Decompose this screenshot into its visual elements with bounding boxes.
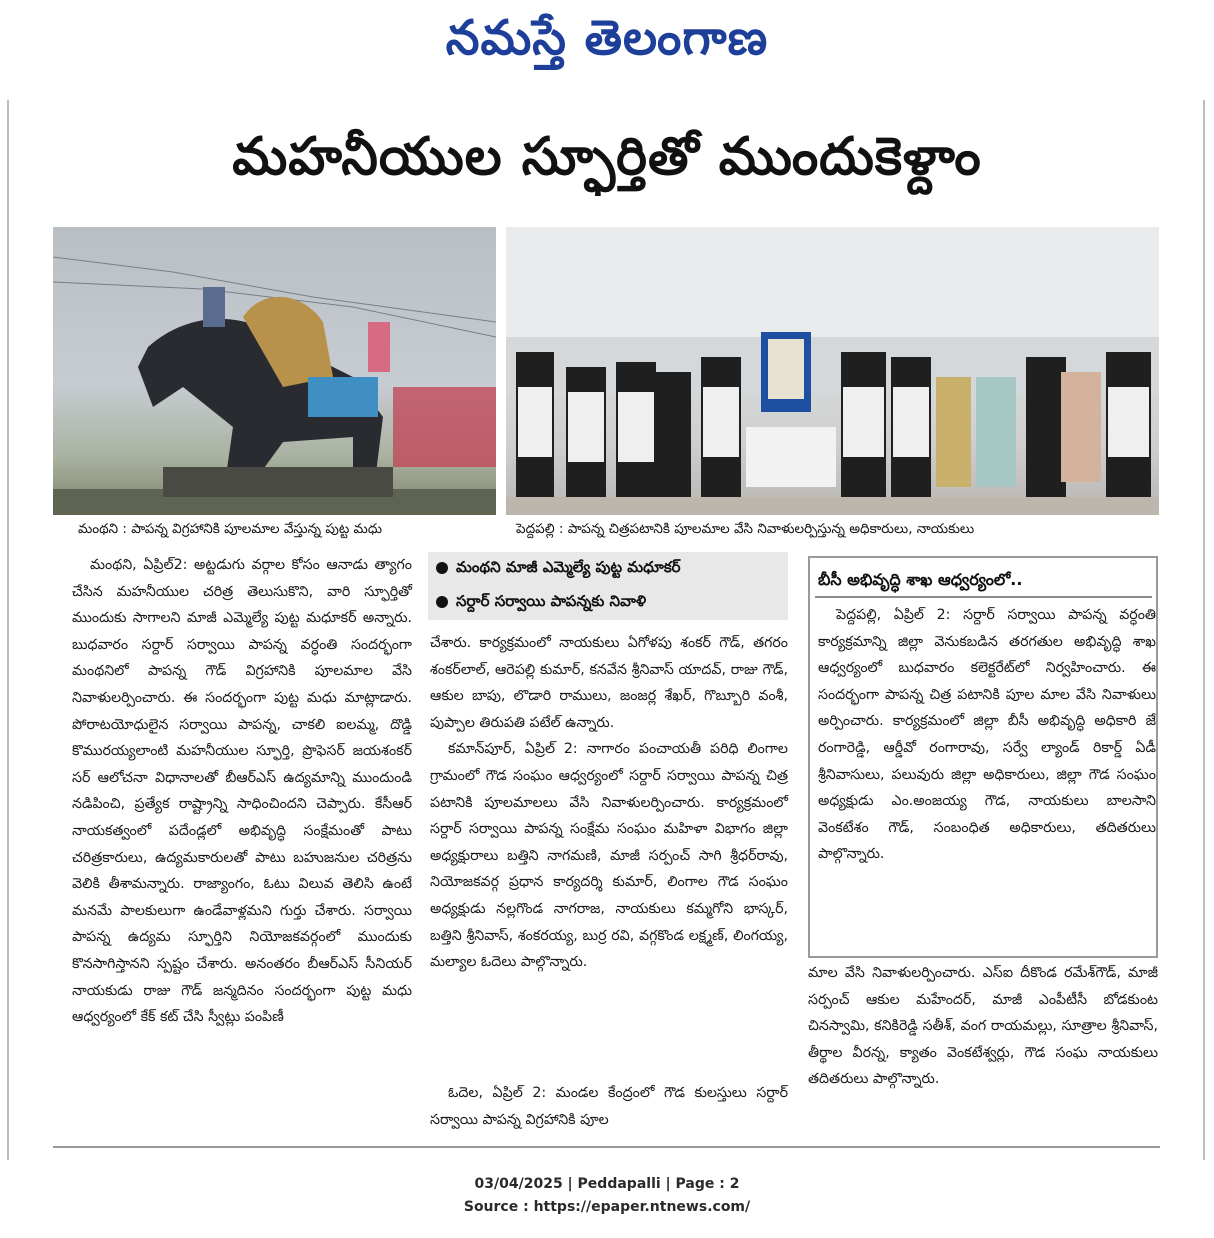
- article-column-2-end: [430, 1080, 788, 1133]
- highlights-box: [428, 552, 788, 620]
- article-paragraph: మాల వేసి నివాళులర్పించారు. ఎస్ఐ దీకొండ రమేశ్‌గౌడ్, మాజీ సర్పంచ్ ఆకుల మహేందర్, మాజీ ఎంపీటీసీ బోడకుంట చినస్వామి, కనికిరెడ్డి సతీశ్, వంగ రాయమల్లు, సూత్రాల శ్రీనివాస్, తీర్థాల వీరన్న, క్యాతం వెంకటేశ్వర్లు, గౌడ సంఘ నాయకులు తదితరులు పాల్గొన్నారు.: [808, 965, 1158, 1088]
- bullet-icon: [436, 596, 448, 608]
- highlight-text: సర్దార్ సర్వాయి పాపన్నకు నివాళి: [456, 592, 647, 610]
- sidebar-divider: [815, 596, 1152, 598]
- highlight-text: మంథని మాజీ ఎమ్మెల్యే పుట్ట మధూకర్: [456, 558, 681, 576]
- headline: మహనీయుల స్ఫూర్తితో ముందుకెళ్దాం: [232, 126, 982, 187]
- article-column-1: [72, 552, 412, 1031]
- photo-caption-left: మంథని : పాపన్న విగ్రహానికి పూలమాల వేస్తున్న పుట్ట మధు: [78, 521, 383, 537]
- photo-statue: [53, 227, 496, 515]
- article-column-2: [430, 630, 788, 976]
- article-paragraph: మంథని, ఏప్రిల్2: అట్టడుగు వర్గాల కోసం ఆనాడు త్యాగం చేసిన మహనీయుల చరిత్ర తెలుసుకొని, వారి స్ఫూర్తితో ముందుకు సాగాలని మాజీ ఎమ్మెల్యే పుట్ట మధూకర్ అన్నారు. బుధవారం సర్దార్ సర్వాయి పాపన్న వర్ధంతి సందర్భంగా మంథనిలో పాపన్న గౌడ్ విగ్రహానికి పూలమాల వేసి నివాళులర్పించారు. ఈ సందర్భంగా పుట్ట మధు మాట్లాడారు. పోరాటయోధులైన సర్వాయి పాపన్న, చాకలి ఐలమ్మ, దొడ్డి కొమురయ్యలాంటి మహనీయుల స్ఫూర్తి, ప్రొఫెసర్ జయశంకర్ సర్ ఆలోచనా విధానాలతో బీఆర్ఎస్ ఉద్యమాన్ని ముందుండి నడిపించి, ప్రత్యేక రాష్ట్రాన్ని సాధించిందని చెప్పారు. కేసీఆర్ నాయకత్వంలో పదేండ్లలో అభివృద్ధి సంక్షేమంతో పాటు చరిత్రకారులు, ఉద్యమకారులతో పాటు బహుజనుల చరిత్రను వెలికి తీశామన్నారు. రాజ్యాంగం, ఓటు విలువ తెలిసి ఉంటే మనమే పాలకులుగా ఉండేవాళ్లమని గుర్తు చేశారు. సర్వాయి పాపన్న ఉద్యమ స్ఫూర్తిని నియోజకవర్గంలో ముందుకు కొనసాగిస్తానని స్పష్టం చేశారు. అనంతరం బీఆర్ఎస్ సీనియర్ నాయకుడు రాజు గౌడ్ జన్మదినం సందర్భంగా పుట్ట మధు ఆధ్వర్యంలో కేక్ కట్ చేసి స్వీట్లు పంపిణీ: [72, 557, 412, 1026]
- bottom-divider: [53, 1146, 1160, 1148]
- masthead-logo: నమస్తే తెలంగాణ: [445, 10, 769, 66]
- article-column-3: [808, 960, 1158, 1093]
- footer-source-link[interactable]: Source : https://epaper.ntnews.com/: [463, 1199, 751, 1215]
- right-border: [1203, 100, 1205, 1160]
- article-paragraph: పెద్దపల్లి, ఏప్రిల్ 2: సర్దార్ సర్వాయి పాపన్న వర్ధంతి కార్యక్రమాన్ని జిల్లా వెనుకబడిన తరగతుల అభివృద్ధి శాఖ ఆధ్వర్యంలో బుధవారం కలెక్టరేట్‌లో నిర్వహించారు. ఈ సందర్భంగా పాపన్న చిత్ర పటానికి పూల మాల వేసి నివాళులు అర్పించారు. కార్యక్రమంలో జిల్లా బీసీ అభివృద్ధి అధికారి జే రంగారెడ్డి, ఆర్డీవో రంగారావు, సర్వే ల్యాండ్ రికార్డ్ ఏడీ శ్రీనివాసులు, పలువురు జిల్లా అధికారులు, జిల్లా గౌడ సంఘం అధ్యక్షుడు ఎం.అంజయ్య గౌడ, నాయకులు బాలసాని వెంకటేశం గౌడ్, సంబంధిత అధికారులు, తదితరులు పాల్గొన్నారు.: [818, 607, 1156, 863]
- bullet-icon: [436, 562, 448, 574]
- footer-date-page: 03/04/2025 | Peddapalli | Page : 2: [474, 1176, 740, 1192]
- highlight-item: [436, 554, 681, 580]
- article-paragraph: చేశారు. కార్యక్రమంలో నాయకులు ఏగోళపు శంకర్ గౌడ్, తగరం శంకర్‌లాల్, ఆరెపల్లి కుమార్, కనవేన శ్రీనివాస్ యాదవ్, రాజు గౌడ్, ఆకుల బాపు, లొడారి రాములు, జంజర్ల శేఖర్, గొబ్బూరి వంశీ, పుప్పాల తిరుపతి పటేల్ ఉన్నారు.: [430, 635, 788, 731]
- highlight-item: [436, 588, 646, 614]
- photo-caption-right: పెద్దపల్లి : పాపన్న చిత్రపటానికి పూలమాల వేసి నివాళులర్పిస్తున్న అధికారులు, నాయకులు: [516, 521, 975, 537]
- sidebar-title: బీసీ అభివృద్ధి శాఖ ఆధ్వర్యంలో..: [818, 570, 1023, 589]
- photo-collectorate-tribute: [506, 227, 1159, 515]
- article-paragraph: ఓదెల, ఏప్రిల్ 2: మండల కేంద్రంలో గౌడ కులస్తులు సర్దార్ సర్వాయి పాపన్న విగ్రహానికి పూల: [430, 1085, 788, 1128]
- left-border: [7, 100, 9, 1160]
- article-paragraph: కమాన్‌పూర్, ఏప్రిల్ 2: నాగారం పంచాయతీ పరిధి లింగాల గ్రామంలో గౌడ సంఘం ఆధ్వర్యంలో సర్దార్ సర్వాయి పాపన్న చిత్ర పటానికి పూలమాలలు వేసి నివాళులర్పించారు. కార్యక్రమంలో సర్దార్ సర్వాయి పాపన్న సంక్షేమ సంఘం మహిళా విభాగం జిల్లా అధ్యక్షురాలు బత్తిని నాగమణి, మాజీ సర్పంచ్ సాగి శ్రీధర్‌రావు, నియోజకవర్గ ప్రధాన కార్యదర్శి కుమార్, లింగాల గౌడ సంఘం అధ్యక్షుడు నల్లగొండ నాగరాజ, నాయకులు కమ్మగోని భాస్కర్, బత్తిని శ్రీనివాస్, శంకరయ్య, బుర్ర రవి, వగ్గకొండ లక్ష్మణ్, లింగయ్య, మల్యాల ఓదెలు పాల్గొన్నారు.: [430, 741, 788, 971]
- sidebar-body: [818, 602, 1156, 868]
